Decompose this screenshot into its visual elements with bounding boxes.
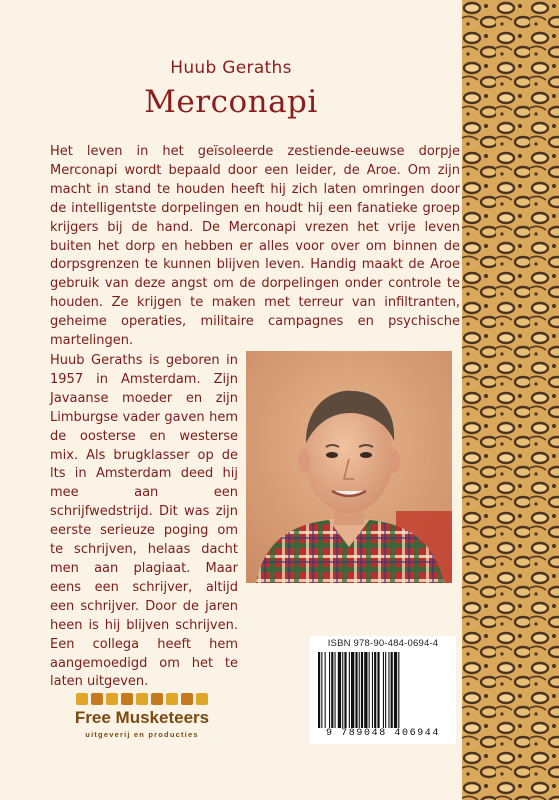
book-blurb: Het leven in het geïsoleerde zestiende-eeuwse dorpje Merconapi wordt bepaald door een leider, de Aroe. Om zijn macht in stand te houden heeft hij zich laten omringen door de intelligentste dorpelingen en houdt hij een fanatieke groep krijgers bij de hand. De Merconapi vrezen het vrije leven buiten het dorp en hebben er alles voor over om binnen de dorpsgrenzen te kunnen blijven leven. Handig maakt de Aroe gebruik van deze angst om de dorpelingen onder controle te houden. Ze krijgen te maken met terreur van infiltranten, geheime operaties, militaire campagnes en psychische martelingen.: [50, 144, 460, 349]
publisher-tagline: uitgeverij en producties: [85, 730, 199, 739]
author-name: Huub Geraths: [170, 58, 292, 78]
snakeskin-border: [462, 0, 559, 800]
isbn-label: ISBN 978-90-484-0694-4: [327, 638, 439, 649]
publisher-logo: [62, 686, 222, 746]
author-bio: Huub Geraths is geboren in 1957 in Amsterdam. Zijn Javaanse moeder en zijn Limburgse vader gaven hem de oosterse en westerse mix. Als brugklasser op de lts in Amsterdam deed hij mee aan een schrijfwedstrijd. Dit was zijn eerste serieuze poging om te schrijven, helaas dacht men aan plagiaat. Maar eens een schrijver, altijd een schrijver. Door de jaren heen is hij blijven schrijven. Een collega heeft hem aangemoedigd om het te laten uitgeven.: [50, 353, 238, 690]
snakeskin-pattern: [462, 0, 559, 800]
publisher-name: Free Musketeers: [74, 708, 210, 727]
publisher-icons: [76, 690, 208, 708]
author-portrait-image: [246, 351, 452, 583]
isbn-digits: 9 789048 406944: [325, 728, 440, 739]
isbn-barcode: [310, 636, 456, 744]
barcode-bars: [318, 652, 448, 728]
book-title: Merconapi: [144, 84, 318, 120]
author-photo: [246, 351, 452, 583]
